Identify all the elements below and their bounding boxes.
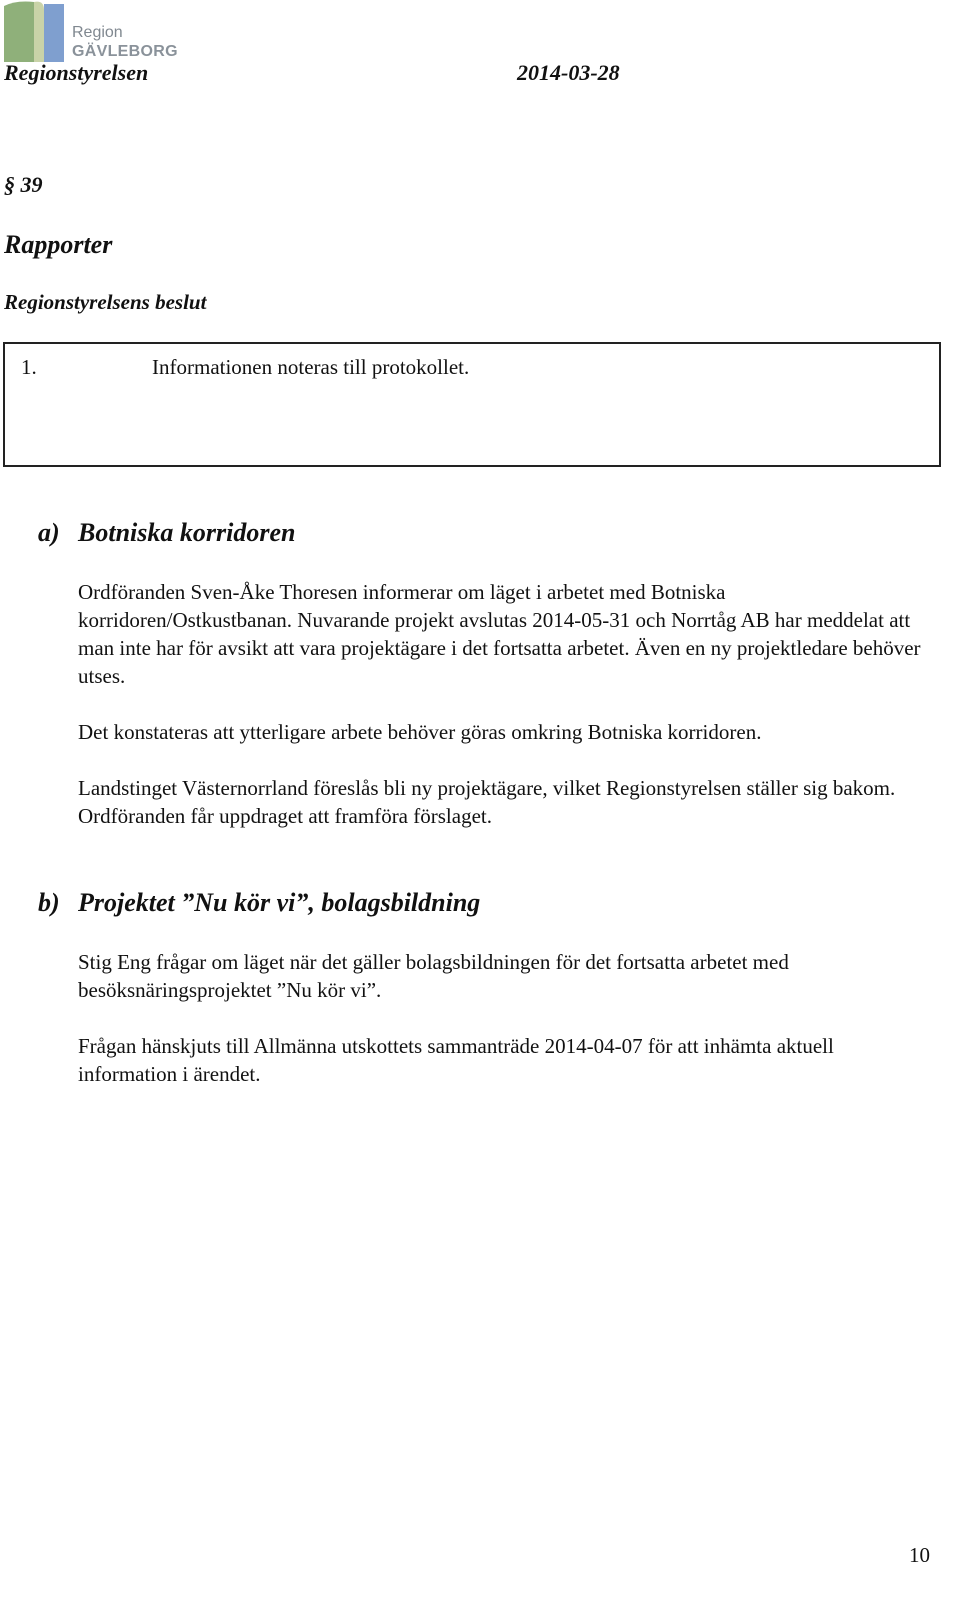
- section-b-heading: Projektet ”Nu kör vi”, bolagsbildning: [78, 888, 481, 917]
- decision-box: [3, 342, 941, 467]
- decision-number: 1.: [21, 355, 37, 379]
- decision-text: Informationen noteras till protokollet.: [152, 355, 470, 379]
- logo-region-text: Region: [72, 24, 123, 41]
- section-a-paragraph: Det konstateras att ytterligare arbete behöver göras omkring Botniska korridoren.: [78, 720, 762, 744]
- logo-county-text: GÄVLEBORG: [72, 43, 178, 60]
- section-a-letter: a): [38, 518, 60, 547]
- page-number: 10: [909, 1543, 930, 1567]
- section-b-paragraph: Frågan hänskjuts till Allmänna utskottets sammanträde 2014-04-07 för att inhämta aktuell information i ärendet.: [78, 1034, 834, 1086]
- logo-mark-icon: [4, 0, 70, 62]
- header-date: 2014-03-28: [517, 60, 620, 85]
- section-b-paragraph: Stig Eng frågar om läget när det gäller bolagsbildningen för det fortsatta arbetet med besöksnäringsprojektet ”Nu kör vi”.: [78, 950, 789, 1002]
- section-a-heading: Botniska korridoren: [78, 518, 296, 547]
- region-gavleborg-logo: [4, 0, 178, 62]
- section-a-paragraph: Landstinget Västernorrland föreslås bli ny projektägare, vilket Regionstyrelsen ställer sig bakom. Ordföranden får uppdraget att framföra förslaget.: [78, 776, 896, 828]
- section-b-letter: b): [38, 888, 60, 917]
- section-a-paragraph: Ordföranden Sven-Åke Thoresen informerar om läget i arbetet med Botniska korridoren/Ostkustbanan. Nuvarande projekt avslutas 2014-05-31 och Norrtåg AB har meddelat att man inte har för avsikt att vara projektägare i det fortsatta arbetet. Även en ny projektledare behöver utses.: [78, 580, 921, 688]
- decision-heading: Regionstyrelsens beslut: [4, 290, 207, 314]
- header-body-name: Regionstyrelsen: [4, 60, 149, 85]
- paragraph-number: § 39: [4, 172, 43, 197]
- page-title: Rapporter: [4, 230, 113, 259]
